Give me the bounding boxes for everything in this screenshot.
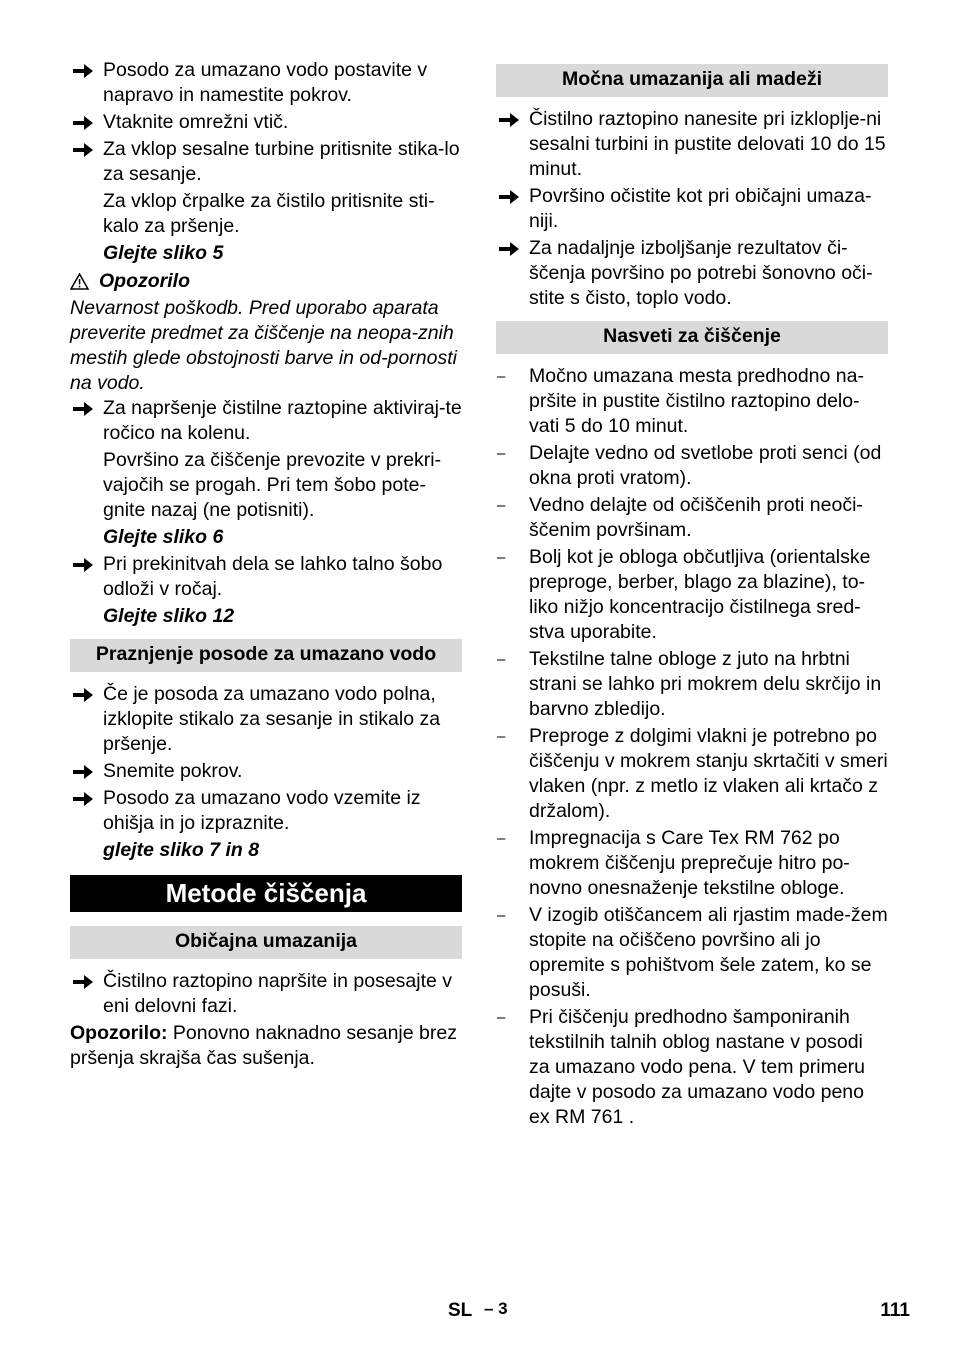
- section-heading-heavy-dirt: Močna umazanija ali madeži: [496, 64, 888, 97]
- left-column: [70, 58, 462, 1071]
- arrow-right-icon: [499, 242, 519, 256]
- arrow-right-icon: [499, 113, 519, 127]
- tip-item: [496, 364, 888, 439]
- step-text: Posodo za umazano vodo vzemite iz ohišja in jo izpraznite.: [103, 787, 421, 834]
- tip-text: Pri čiščenju predhodno šamponiranih tekstilnih talnih oblog nastane v posodi za umazano vodo pena. V tem primeru dajte v posodo za umazano vodo peno ex RM 761 .: [529, 1006, 866, 1128]
- dash-bullet: –: [497, 830, 506, 847]
- list-item: [70, 759, 462, 784]
- dash-bullet: –: [497, 651, 506, 668]
- arrow-right-icon: [73, 688, 93, 702]
- dash-bullet: –: [497, 549, 506, 566]
- section-heading-tips: Nasveti za čiščenje: [496, 321, 888, 354]
- tip-item: [496, 903, 888, 1003]
- arrow-right-icon: [73, 402, 93, 416]
- footer-section-page: – 3: [484, 1299, 508, 1318]
- list-item: [496, 107, 888, 182]
- page-number: 111: [880, 1300, 910, 1321]
- tip-item: [496, 545, 888, 645]
- step-text: Za napršenje čistilne raztopine aktiviraj-te ročico na kolenu.: [103, 397, 462, 444]
- step-text: Pri prekinitvah dela se lahko talno šobo odloži v ročaj.: [103, 553, 443, 600]
- tip-text: Delajte vedno od svetlobe proti senci (od okna proti vratom).: [529, 442, 882, 489]
- arrow-right-icon: [499, 190, 519, 204]
- list-item: [70, 58, 462, 108]
- list-item: [70, 137, 462, 187]
- tip-item: [496, 647, 888, 722]
- tip-text: Vedno delajte od očiščenih proti neoči-ščenim površinam.: [529, 494, 863, 541]
- tip-text: Impregnacija s Care Tex RM 762 po mokrem čiščenju preprečuje hitro po-novno onesnaženje tekstilne obloge.: [529, 827, 850, 899]
- chapter-title: Metode čiščenja: [70, 875, 462, 912]
- step-text: Čistilno raztopino nanesite pri izkloplje-ni sesalni turbini in pustite delovati 10 do 15 minut.: [529, 108, 886, 180]
- figure-reference: Glejte sliko 12: [103, 605, 235, 627]
- figure-reference: Glejte sliko 5: [103, 242, 224, 264]
- step-text: Za nadaljnje izboljšanje rezultatov či-ščenja površino po potrebi šonovno oči-stite s čisto, toplo vodo.: [529, 237, 873, 309]
- arrow-right-icon: [73, 975, 93, 989]
- dash-bullet: –: [497, 368, 506, 385]
- tip-text: Preproge z dolgimi vlakni je potrebno po čiščenju v mokrem stanju skrtačiti v smeri vlaken (npr. z metlo iz vlaken ali krtačo z držalom).: [529, 725, 888, 822]
- warning-heading: [70, 269, 462, 294]
- list-item: [496, 236, 888, 311]
- figure-reference: glejte sliko 7 in 8: [103, 839, 260, 861]
- list-item: [70, 969, 462, 1019]
- note-label: Opozorilo:: [70, 1022, 168, 1044]
- section-heading-normal-dirt: Običajna umazanija: [70, 926, 462, 959]
- dash-bullet: –: [497, 497, 506, 514]
- arrow-right-icon: [73, 64, 93, 78]
- arrow-right-icon: [73, 792, 93, 806]
- list-item: [70, 552, 462, 602]
- dash-bullet: –: [497, 445, 506, 462]
- list-item: [70, 396, 462, 446]
- section-heading-emptying: Praznjenje posode za umazano vodo: [70, 639, 462, 672]
- warning-title: Opozorilo: [99, 270, 190, 292]
- tip-item: [496, 1005, 888, 1130]
- warning-text: Nevarnost poškodb. Pred uporabo aparata preverite predmet za čiščenje na neopa-znih mestih glede obstojnosti barve in od-pornosti na vodo.: [70, 297, 457, 394]
- step-subtext: Za vklop črpalke za čistilo pritisnite sti-kalo za pršenje.: [103, 190, 435, 237]
- warning-triangle-icon: [70, 273, 89, 290]
- tip-text: V izogib otiščancem ali rjastim made-žem stopite na očiščeno površino ali jo opremite s pohištvom šele zatem, ko se posuši.: [529, 904, 888, 1001]
- step-text: Posodo za umazano vodo postavite v napravo in namestite pokrov.: [103, 59, 428, 106]
- footer-language: SL: [448, 1300, 473, 1321]
- step-text: Vtaknite omrežni vtič.: [103, 111, 289, 133]
- tip-text: Tekstilne talne obloge z juto na hrbtni strani se lahko pri mokrem delu skrčijo in barvno zbledijo.: [529, 648, 882, 720]
- right-column: [496, 58, 888, 1132]
- note-paragraph: [70, 1021, 462, 1071]
- step-subtext: Površino za čiščenje prevozite v prekri-vajočih se progah. Pri tem šobo pote-gnite nazaj (ne potisniti).: [103, 449, 442, 521]
- step-text: Čistilno raztopino napršite in posesajte v eni delovni fazi.: [103, 970, 453, 1017]
- step-text: Površino očistite kot pri običajni umaza-niji.: [529, 185, 872, 232]
- dash-bullet: –: [497, 1009, 506, 1026]
- list-item: [70, 682, 462, 757]
- tip-item: [496, 724, 888, 824]
- arrow-right-icon: [73, 116, 93, 130]
- step-text: Snemite pokrov.: [103, 760, 243, 782]
- figure-reference: Glejte sliko 6: [103, 526, 224, 548]
- tip-item: [496, 826, 888, 901]
- tip-text: Bolj kot je obloga občutljiva (orientalske preproge, berber, blago za blazine), to-liko nižjo koncentracijo čistilnega sred-stva uporabite.: [529, 546, 871, 643]
- list-item: [496, 184, 888, 234]
- tip-text: Močno umazana mesta predhodno na-pršite in pustite čistilno raztopino delo-vati 5 do 10 minut.: [529, 365, 864, 437]
- step-text: Če je posoda za umazano vodo polna, izklopite stikalo za sesanje in stikalo za pršenje.: [103, 683, 441, 755]
- list-item: [70, 110, 462, 135]
- dash-bullet: –: [497, 728, 506, 745]
- note-text: Ponovno naknadno sesanje brez pršenja skrajša čas sušenja.: [70, 1022, 457, 1069]
- arrow-right-icon: [73, 765, 93, 779]
- list-item: [70, 786, 462, 836]
- tip-item: [496, 493, 888, 543]
- arrow-right-icon: [73, 143, 93, 157]
- step-text: Za vklop sesalne turbine pritisnite stika-lo za sesanje.: [103, 138, 460, 185]
- dash-bullet: –: [497, 907, 506, 924]
- tip-item: [496, 441, 888, 491]
- arrow-right-icon: [73, 558, 93, 572]
